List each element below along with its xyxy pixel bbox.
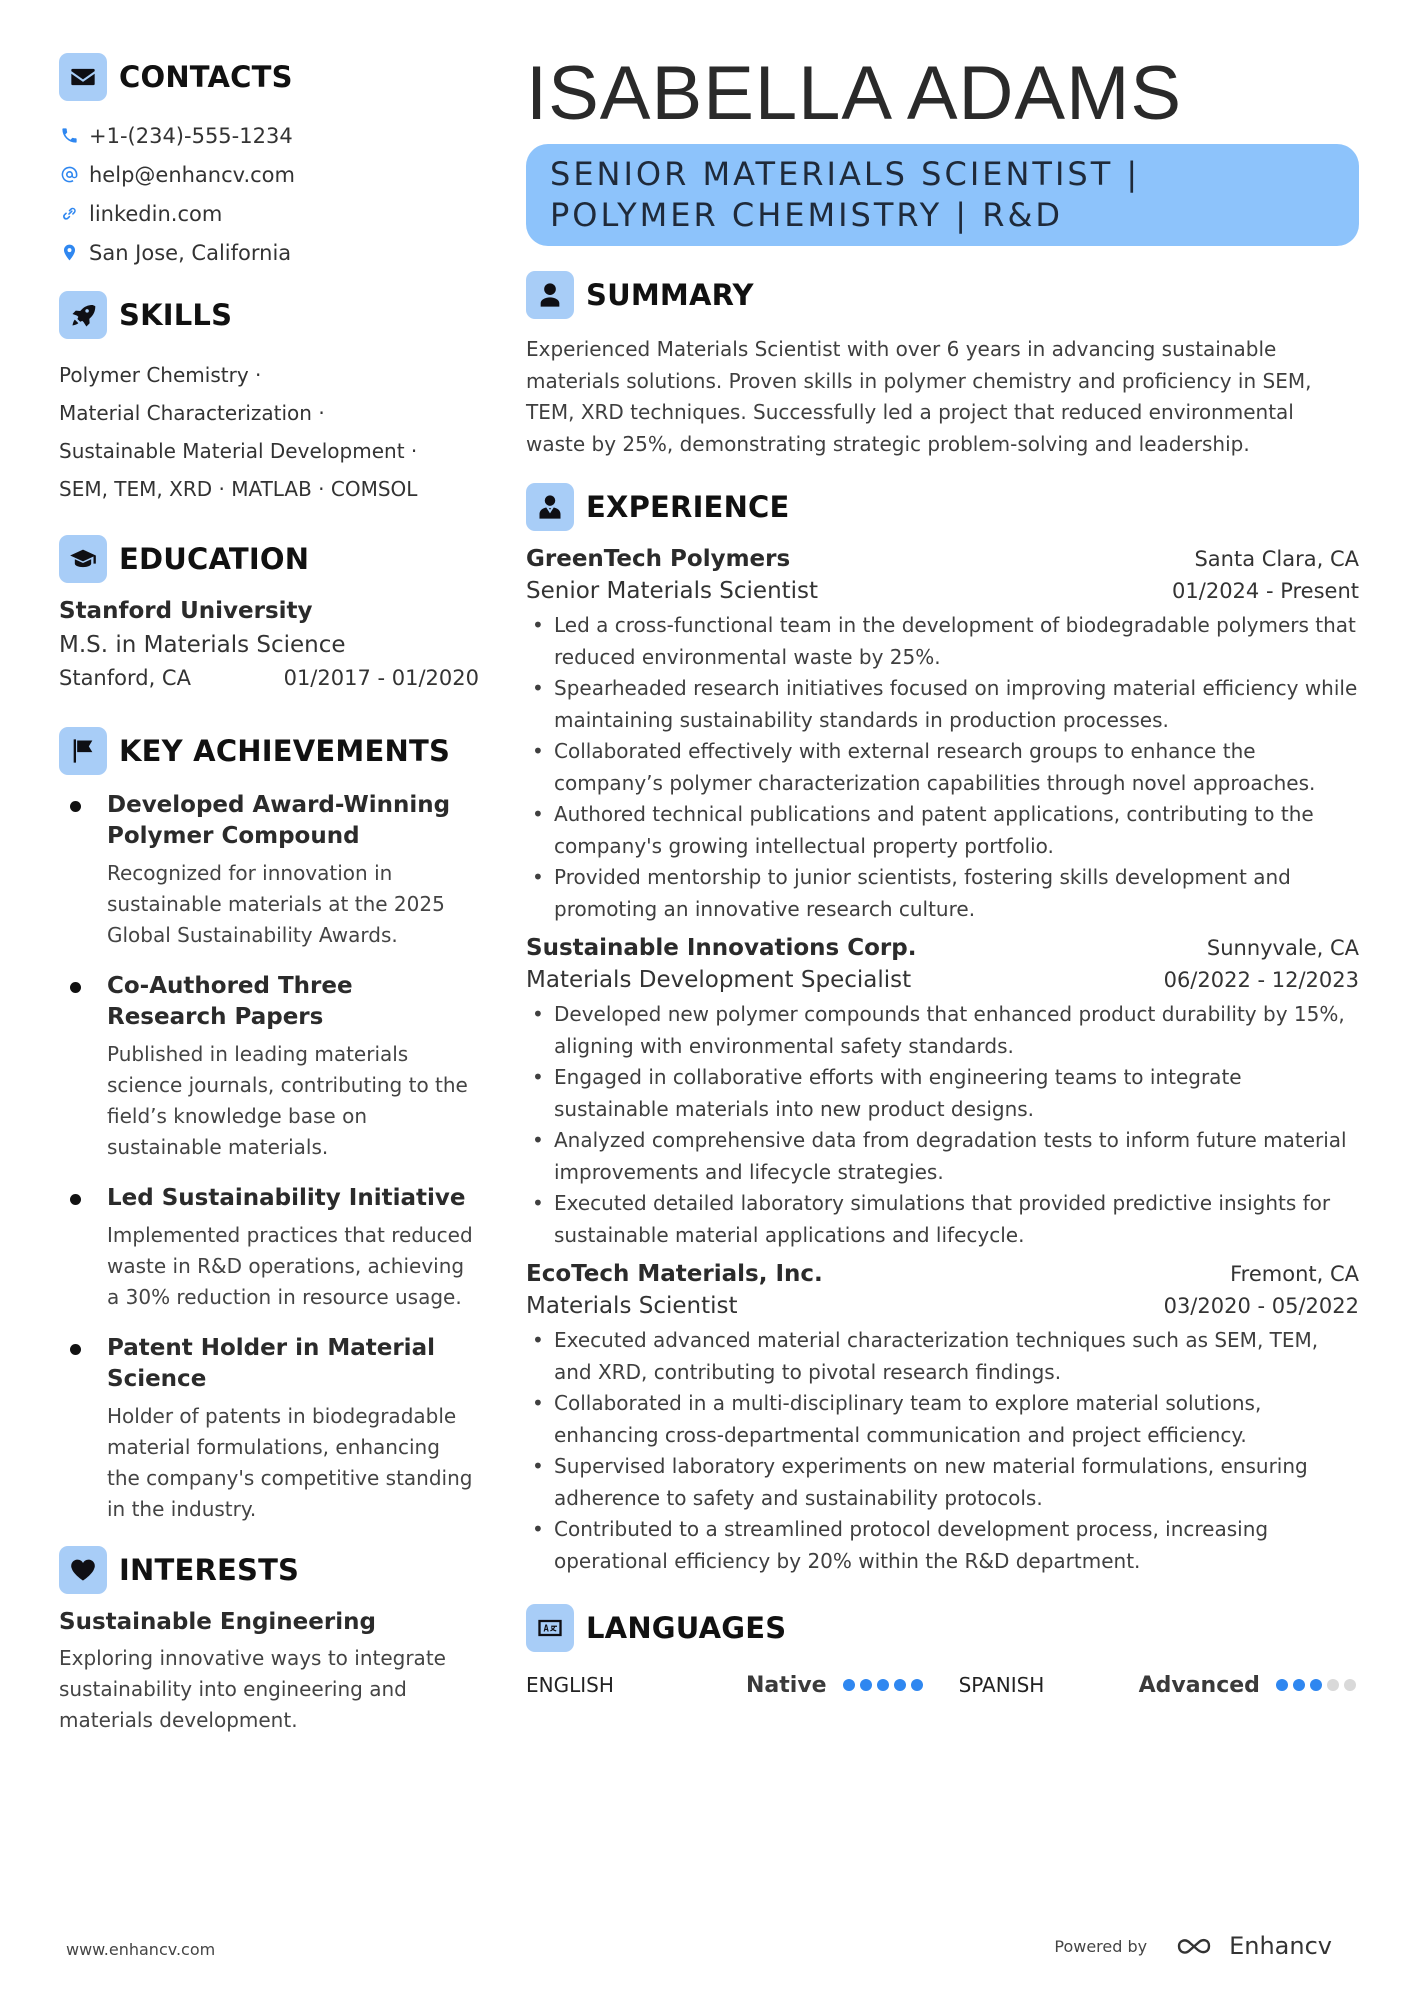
achievement-title: Co-Authored Three Research Papers: [107, 973, 353, 1030]
job-bullet: • Led a cross-functional team in the development of biodegradable polymers that reduced environmental waste by 25%.: [526, 610, 1359, 673]
achievement-desc: Holder of patents in biodegradable material formulations, enhancing the company's competitive standing in the industry.: [107, 1404, 473, 1521]
section-title: LANGUAGES: [586, 1611, 787, 1645]
headline-banner: [526, 144, 1359, 246]
education-entry: [59, 598, 479, 690]
graduation-cap-icon: [59, 535, 107, 583]
rating-dot: [860, 1679, 872, 1691]
skill-line: SEM, TEM, XRD · MATLAB · COMSOL: [59, 477, 418, 501]
skills-list: [59, 356, 479, 508]
job-location: Fremont, CA: [1230, 1262, 1359, 1286]
education-header: [59, 534, 479, 584]
business-person-icon: [526, 483, 574, 531]
envelope-icon: [59, 53, 107, 101]
candidate-name: ISABELLA ADAMS: [526, 51, 1183, 136]
education-dates: 01/2017 - 01/2020: [283, 666, 479, 690]
skill-line: Sustainable Material Development ·: [59, 439, 418, 463]
achievements-header: [59, 726, 479, 776]
job-bullet: • Engaged in collaborative efforts with engineering teams to integrate sustainable materials into new product designs.: [526, 1062, 1359, 1125]
achievements-list: [59, 790, 479, 1525]
enhancv-logo-icon: [1175, 1933, 1221, 1959]
job-location: Santa Clara, CA: [1194, 547, 1359, 571]
headline-line: SENIOR MATERIALS SCIENTIST |: [550, 155, 1141, 193]
linkedin-text: linkedin.com: [89, 201, 223, 226]
section-title: EXPERIENCE: [586, 490, 790, 524]
experience-entry: [526, 935, 1359, 1251]
heart-icon: [59, 1546, 107, 1594]
achievement-title: Patent Holder in Material Science: [107, 1335, 435, 1392]
rating-dot: [1310, 1679, 1322, 1691]
achievement-desc: Implemented practices that reduced waste in R&D operations, achieving a 30% reduction in resource usage.: [107, 1223, 473, 1309]
rating-dot: [877, 1679, 889, 1691]
phone-text: +1-(234)-555-1234: [89, 123, 293, 148]
degree: M.S. in Materials Science: [59, 632, 346, 658]
contact-linkedin[interactable]: [59, 194, 479, 233]
experience-entry: [526, 1261, 1359, 1577]
rocket-icon: [59, 291, 107, 339]
job-bullet: • Collaborated effectively with external research groups to enhance the company’s polymer characterization capabilities through novel approaches.: [526, 736, 1359, 799]
section-title: KEY ACHIEVEMENTS: [119, 734, 451, 768]
contact-phone[interactable]: [59, 116, 479, 155]
job-bullet: • Executed advanced material characterization techniques such as SEM, TEM, and XRD, contributing to pivotal research findings.: [526, 1325, 1359, 1388]
brand-name: Enhancv: [1229, 1932, 1332, 1960]
footer-branding: [1054, 1932, 1332, 1960]
education-location: Stanford, CA: [59, 666, 191, 690]
headline-line: POLYMER CHEMISTRY | R&D: [550, 196, 1064, 234]
location-pin-icon: [59, 242, 79, 264]
language-level: Native: [746, 1672, 827, 1698]
section-title: INTERESTS: [119, 1553, 300, 1587]
languages-row: [526, 1667, 1359, 1703]
job-bullet: • Contributed to a streamlined protocol development process, increasing operational efficiency by 20% within the R&D department.: [526, 1514, 1359, 1577]
achievement-item: [59, 790, 479, 951]
link-icon: [59, 203, 79, 225]
section-title: CONTACTS: [119, 60, 293, 94]
section-title: SKILLS: [119, 298, 233, 332]
enhancv-logo[interactable]: [1175, 1932, 1332, 1960]
job-role: Senior Materials Scientist: [526, 578, 819, 604]
job-bullet: • Developed new polymer compounds that enhanced product durability by 15%, aligning with environmental safety standards.: [526, 999, 1359, 1062]
job-bullet: • Provided mentorship to junior scientists, fostering skills development and promoting an innovative research culture.: [526, 862, 1359, 925]
language-name: ENGLISH: [526, 1673, 614, 1697]
job-location: Sunnyvale, CA: [1206, 936, 1359, 960]
interest-desc: Exploring innovative ways to integrate sustainability into engineering and materials development.: [59, 1646, 446, 1732]
job-bullets: [526, 610, 1359, 925]
summary-text: Experienced Materials Scientist with over 6 years in advancing sustainable materials solutions. Proven skills in polymer chemistry and proficiency in SEM, TEM, XRD techniques. Successfully led a project that reduced environmental waste by 25%, demonstrating strategic problem-solving and leadership.: [526, 337, 1312, 456]
contacts-header: [59, 52, 479, 102]
phone-icon: [59, 125, 79, 147]
language-rating: [1276, 1679, 1356, 1691]
rating-dot: [894, 1679, 906, 1691]
summary-header: [526, 270, 1359, 320]
translate-icon: [526, 1604, 574, 1652]
language-name: SPANISH: [958, 1673, 1045, 1697]
job-role: Materials Development Specialist: [526, 967, 912, 993]
interest-title: Sustainable Engineering: [59, 1609, 376, 1635]
achievement-item: [59, 1183, 479, 1313]
rating-dot: [843, 1679, 855, 1691]
rating-dot: [1344, 1679, 1356, 1691]
job-dates: 03/2020 - 05/2022: [1163, 1294, 1359, 1318]
skill-line: Polymer Chemistry ·: [59, 363, 262, 387]
footer-website[interactable]: www.enhancv.com: [66, 1940, 216, 1959]
job-bullet: • Spearheaded research initiatives focused on improving material efficiency while maintaining sustainability standards in production processes.: [526, 673, 1359, 736]
company-name: EcoTech Materials, Inc.: [526, 1261, 823, 1287]
left-column: [59, 52, 479, 1736]
company-name: GreenTech Polymers: [526, 546, 791, 572]
rating-dot: [1293, 1679, 1305, 1691]
section-title: SUMMARY: [586, 278, 754, 312]
section-title: EDUCATION: [119, 542, 310, 576]
job-bullet: • Analyzed comprehensive data from degradation tests to inform future material improvements and lifecycle strategies.: [526, 1125, 1359, 1188]
language-level: Advanced: [1138, 1672, 1260, 1698]
flag-icon: [59, 727, 107, 775]
person-icon: [526, 271, 574, 319]
at-icon: [59, 164, 79, 186]
job-bullets: [526, 999, 1359, 1251]
skill-line: Material Characterization ·: [59, 401, 325, 425]
rating-dot: [1276, 1679, 1288, 1691]
job-bullet: • Authored technical publications and patent applications, contributing to the company's growing intellectual property portfolio.: [526, 799, 1359, 862]
job-dates: 01/2024 - Present: [1172, 579, 1359, 603]
languages-header: [526, 1603, 1359, 1653]
job-bullet: • Supervised laboratory experiments on new material formulations, ensuring adherence to safety and sustainability protocols.: [526, 1451, 1359, 1514]
job-role: Materials Scientist: [526, 1293, 738, 1319]
contact-list: [59, 116, 479, 272]
achievement-title: Led Sustainability Initiative: [107, 1185, 466, 1211]
rating-dot: [911, 1679, 923, 1691]
experience-entry: [526, 546, 1359, 925]
education-meta: [59, 666, 479, 690]
school-name: Stanford University: [59, 598, 313, 624]
company-name: Sustainable Innovations Corp.: [526, 935, 917, 961]
achievement-item: [59, 1333, 479, 1525]
job-bullet: • Executed detailed laboratory simulations that provided predictive insights for sustainable material applications and lifecycle.: [526, 1188, 1359, 1251]
email-text: help@enhancv.com: [89, 162, 295, 187]
achievement-desc: Recognized for innovation in sustainable materials at the 2025 Global Sustainability Awards.: [107, 861, 445, 947]
language-rating: [843, 1679, 923, 1691]
right-column: [526, 52, 1359, 1703]
achievement-item: [59, 971, 479, 1163]
job-bullets: [526, 1325, 1359, 1577]
achievement-desc: Published in leading materials science journals, contributing to the field’s knowledge base on sustainable materials.: [107, 1042, 468, 1159]
job-dates: 06/2022 - 12/2023: [1163, 968, 1359, 992]
rating-dot: [1327, 1679, 1339, 1691]
skills-header: [59, 290, 479, 340]
experience-header: [526, 482, 1359, 532]
location-text: San Jose, California: [89, 240, 292, 265]
contact-email[interactable]: [59, 155, 479, 194]
interests-header: [59, 1545, 479, 1595]
contact-location: [59, 233, 479, 272]
achievement-title: Developed Award-Winning Polymer Compound: [107, 792, 451, 849]
powered-by-label: Powered by: [1054, 1936, 1148, 1956]
job-bullet: • Collaborated in a multi-disciplinary team to explore material solutions, enhancing cross-departmental communication and project efficiency.: [526, 1388, 1359, 1451]
interest-entry: [59, 1609, 479, 1736]
